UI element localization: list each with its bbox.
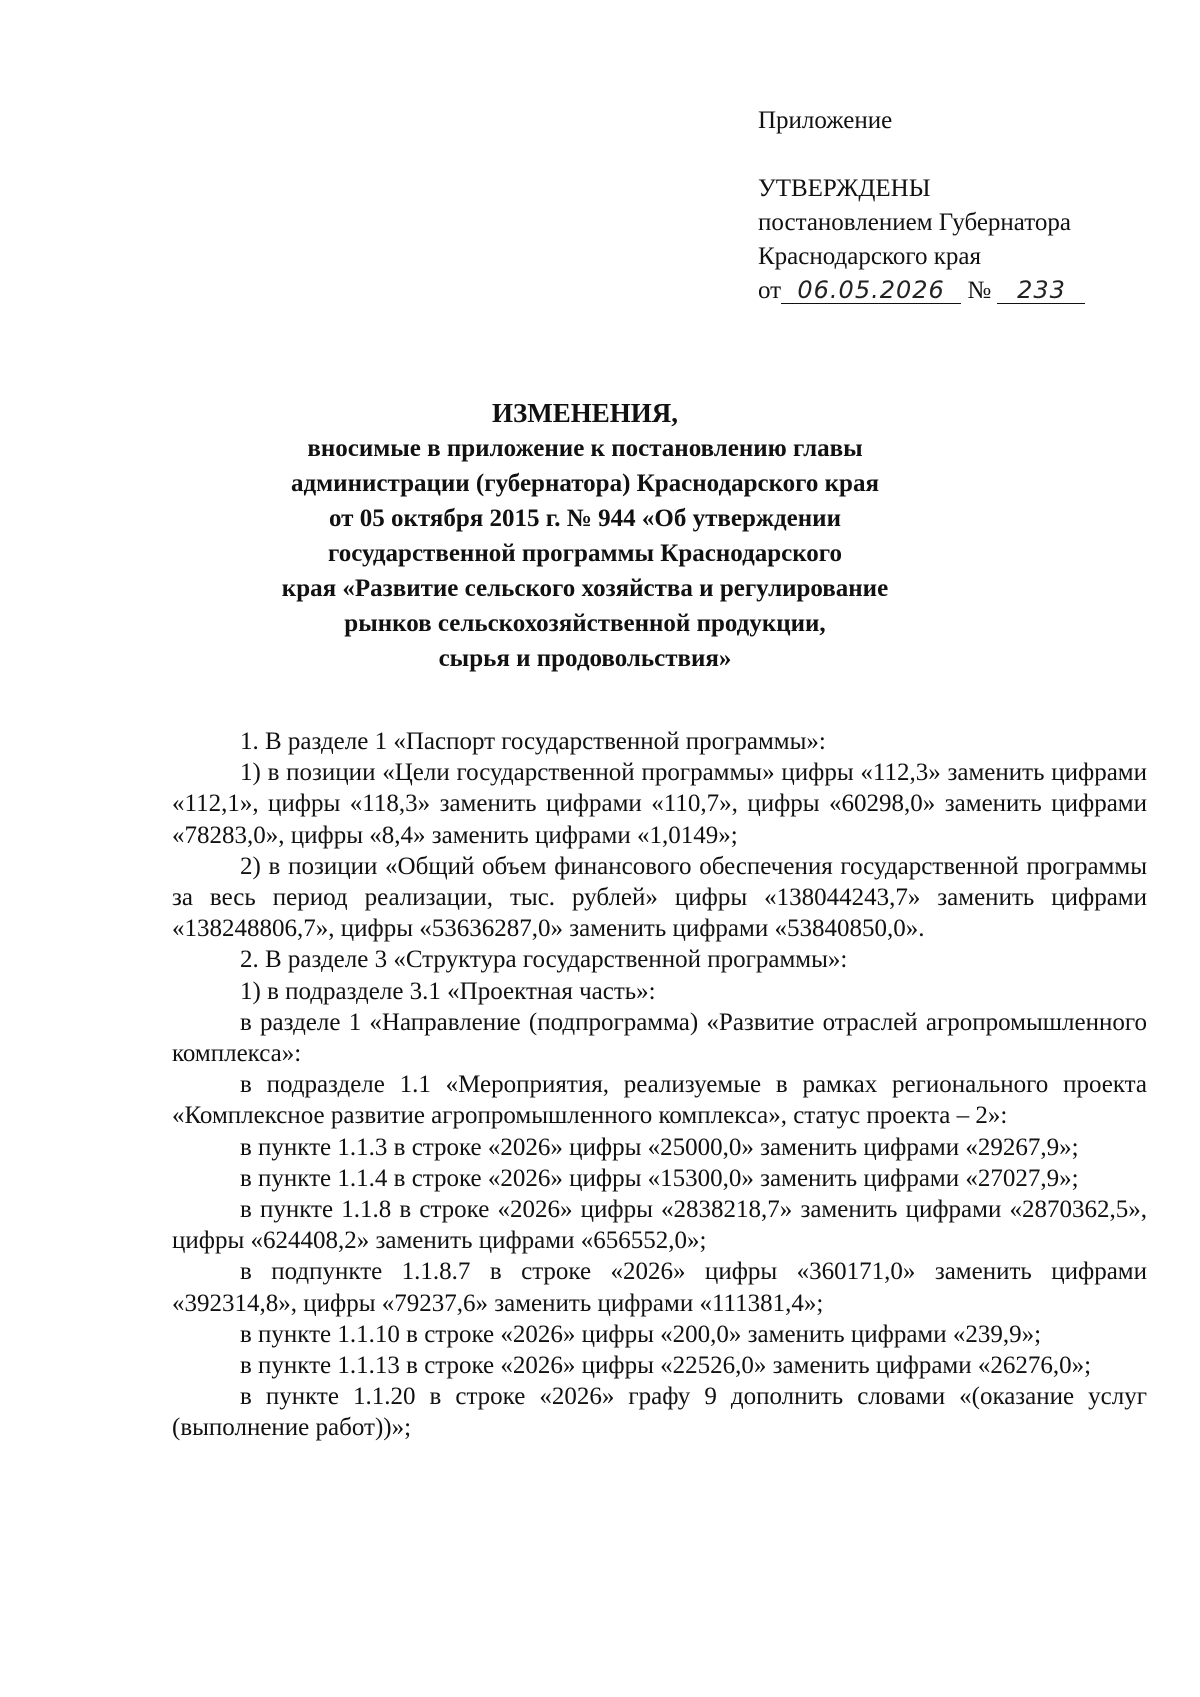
paragraph: в пункте 1.1.4 в строке «2026» цифры «15300,0» заменить цифрами «27027,9»; [240,1164,1079,1192]
paragraph: в пункте 1.1.8 в строке «2026» цифры «2838218,7» заменить цифрами «2870362,5», цифры «624408,2» заменить цифрами «656552,0»; [172,1196,1147,1255]
number-sign: № [967,277,992,304]
approval-block [758,172,1178,308]
title-line: рынков сельскохозяйственной продукции, [344,610,826,637]
title-line: вносимые в приложение к постановлению главы [307,435,863,462]
paragraph: 2. В разделе 3 «Структура государственной программы»: [240,946,848,974]
title-line: администрации (губернатора) Краснодарского края [291,470,879,497]
date-prefix: от [758,277,782,304]
paragraph: в пункте 1.1.3 в строке «2026» цифры «25000,0» заменить цифрами «29267,9»; [240,1133,1079,1161]
approved-by-line-1: постановлением Губернатора [758,209,1071,236]
approved-label: УТВЕРЖДЕНЫ [758,175,931,202]
document-body [172,726,1147,1444]
paragraph: в пункте 1.1.13 в строке «2026» цифры «22526,0» заменить цифрами «26276,0»; [240,1352,1092,1380]
approved-by-line-2: Краснодарского края [758,243,981,270]
title-heading: ИЗМЕНЕНИЯ, [491,398,678,428]
handwritten-number: 233 [997,277,1085,304]
paragraph: 1) в позиции «Цели государственной программы» цифры «112,3» заменить цифрами «112,1», цифры «118,3» заменить цифрами «110,7», цифры «60298,0» заменить цифрами «78283,0», цифры «8,4» заменить цифрами «1,0149»; [172,759,1147,849]
paragraph: в подпункте 1.1.8.7 в строке «2026» цифры «360171,0» заменить цифрами «392314,8», цифры «79237,6» заменить цифрами «111381,4»; [172,1258,1147,1317]
title-line: сырья и продовольствия» [438,645,732,672]
title-line: края «Развитие сельского хозяйства и регулирование [281,575,889,602]
paragraph: 1) в подразделе 3.1 «Проектная часть»: [240,977,656,1005]
paragraph: в разделе 1 «Направление (подпрограмма) «Развитие отраслей агропромышленного комплекса»: [172,1008,1147,1068]
approval-date-line [758,274,1178,308]
paragraph: в подразделе 1.1 «Мероприятия, реализуемые в рамках регионального проекта «Комплексное развитие агропромышленного комплекса», статус проекта – 2»: [172,1071,1147,1130]
paragraph: в пункте 1.1.20 в строке «2026» графу 9 дополнить словами «(оказание услуг (выполнение работ))»; [172,1383,1147,1442]
document-title [200,396,970,676]
handwritten-date: 06.05.2026 [781,277,961,304]
title-line: от 05 октября 2015 г. № 944 «Об утверждении [329,505,841,532]
paragraph: в пункте 1.1.10 в строке «2026» цифры «200,0» заменить цифрами «239,9»; [240,1320,1042,1348]
paragraph: 1. В разделе 1 «Паспорт государственной программы»: [240,728,826,755]
paragraph: 2) в позиции «Общий объем финансового обеспечения государственной программы за весь период реализации, тыс. рублей» цифры «138044243,7» заменить цифрами «138248806,7», цифры «53636287,0» заменить цифрами «53840850,0». [172,852,1147,943]
appendix-label: Приложение [758,107,893,134]
title-line: государственной программы Краснодарского [327,540,843,567]
